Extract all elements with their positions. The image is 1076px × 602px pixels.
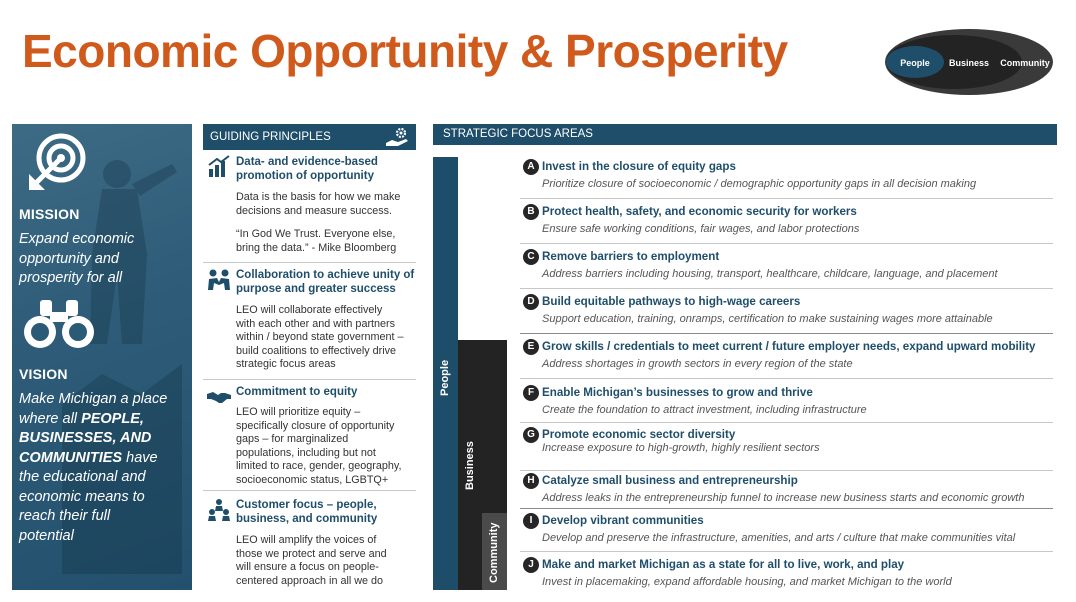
customer-group-icon xyxy=(207,498,231,522)
principle-customer-focus xyxy=(203,498,416,590)
focus-area-c xyxy=(520,248,1053,289)
focus-area-subtitle: Increase exposure to high-growth, highly resilient sectors xyxy=(542,442,820,454)
focus-area-h xyxy=(520,472,1053,509)
target-arrow-icon xyxy=(25,132,87,194)
binoculars-icon xyxy=(22,296,96,352)
principle-title: Collaboration to achieve unity of purpose and greater success xyxy=(236,269,415,295)
focus-area-subtitle: Address shortages in growth sectors in every region of the state xyxy=(542,358,853,370)
principle-data-evidence xyxy=(203,155,416,263)
principle-body: LEO will amplify the voices of those we protect and serve and will ensure a focus on people- centered approach in all we do xyxy=(236,534,387,587)
focus-area-title: Grow skills / credentials to meet current / future employer needs, expand upward mobility xyxy=(542,340,1036,353)
principle-equity xyxy=(203,385,416,491)
focus-area-a xyxy=(520,158,1053,199)
vision-text: Make Michigan a place where all PEOPLE, BUSINESSES, AND COMMUNITIES have the educational and economic means to reach their full potential xyxy=(19,391,168,544)
focus-area-subtitle: Prioritize closure of socioeconomic / demographic opportunity gaps in all decision making xyxy=(542,178,977,190)
focus-area-title: Develop vibrant communities xyxy=(542,514,704,527)
letter-badge: B xyxy=(523,204,539,220)
letter-badge: I xyxy=(523,513,539,529)
principle-body: LEO will collaborate effectively with each other and with partners within / beyond state government – build coalitions to effectively drive strategic focus areas xyxy=(236,304,404,371)
mission-heading: MISSION xyxy=(19,206,80,222)
venn-people-label: People xyxy=(900,58,930,68)
focus-area-g xyxy=(520,426,1053,471)
page-title: Economic Opportunity & Prosperity xyxy=(22,25,788,77)
focus-area-title: Build equitable pathways to high-wage careers xyxy=(542,295,801,308)
principle-title: Customer focus – people, business, and community xyxy=(236,499,378,525)
letter-badge: H xyxy=(523,473,539,489)
vision-heading: VISION xyxy=(19,366,68,382)
guiding-principles-header: GUIDING PRINCIPLES xyxy=(203,124,416,150)
venn-community-label: Community xyxy=(1000,58,1050,68)
focus-area-subtitle: Ensure safe working conditions, fair wages, and labor protections xyxy=(542,223,860,235)
strategic-focus-header: STRATEGIC FOCUS AREAS xyxy=(433,124,1057,145)
letter-badge: G xyxy=(523,427,539,443)
focus-area-title: Make and market Michigan as a state for all to live, work, and play xyxy=(542,558,905,571)
focus-area-subtitle: Create the foundation to attract investment, including infrastructure xyxy=(542,404,867,416)
focus-area-title: Enable Michigan’s businesses to grow and thrive xyxy=(542,386,813,399)
principle-title: Commitment to equity xyxy=(236,386,358,398)
principle-quote: “In God We Trust. Everyone else, bring the data.” - Mike Bloomberg xyxy=(236,228,397,254)
letter-badge: D xyxy=(523,294,539,310)
principle-body: Data is the basis for how we make decisions and measure success. xyxy=(236,191,401,217)
bar-chart-icon xyxy=(207,155,231,179)
two-people-icon xyxy=(207,268,231,292)
letter-badge: F xyxy=(523,385,539,401)
letter-badge: J xyxy=(523,557,539,573)
principle-body: LEO will prioritize equity – specifically closure of opportunity gaps – for marginalized populations, including but not limited to race, gender, geography, socioeconomic status, LGBTQ+ xyxy=(236,406,402,486)
focus-area-j xyxy=(520,556,1053,592)
community-bar-label: Community xyxy=(488,522,500,583)
mission-text: Expand economic opportunity and prosperity for all xyxy=(19,231,135,286)
people-business-community-diagram xyxy=(884,28,1054,96)
letter-badge: E xyxy=(523,339,539,355)
people-bar-label: People xyxy=(439,359,451,396)
hand-gear-icon xyxy=(384,126,410,148)
letter-badge: C xyxy=(523,249,539,265)
principle-collaboration xyxy=(203,268,416,380)
principle-title: Data- and evidence-based promotion of opportunity xyxy=(236,156,378,182)
focus-area-title: Catalyze small business and entrepreneurship xyxy=(542,474,798,487)
business-bar-label: Business xyxy=(464,441,476,490)
focus-area-subtitle: Address barriers including housing, transport, healthcare, childcare, language, and placement xyxy=(542,268,998,280)
handshake-icon xyxy=(207,385,231,409)
focus-area-title: Protect health, safety, and economic security for workers xyxy=(542,205,857,218)
focus-area-title: Promote economic sector diversity xyxy=(542,428,736,441)
focus-area-subtitle: Support education, training, onramps, certification to make sustaining wages more attainable xyxy=(542,313,993,325)
venn-business-label: Business xyxy=(948,58,990,68)
focus-area-b xyxy=(520,203,1053,244)
focus-area-d xyxy=(520,293,1053,334)
focus-area-subtitle: Develop and preserve the infrastructure, amenities, and arts / culture that make communities vital xyxy=(542,532,1016,544)
focus-area-title: Remove barriers to employment xyxy=(542,250,720,263)
letter-badge: A xyxy=(523,159,539,175)
focus-area-f xyxy=(520,384,1053,423)
focus-area-subtitle: Address leaks in the entrepreneurship funnel to increase new business starts and economic growth xyxy=(542,492,1025,504)
mission-vision-panel xyxy=(12,124,192,590)
focus-area-title: Invest in the closure of equity gaps xyxy=(542,160,736,173)
focus-area-i xyxy=(520,512,1053,552)
focus-area-e xyxy=(520,338,1053,379)
focus-area-subtitle: Invest in placemaking, expand affordable housing, and market Michigan to the world xyxy=(542,576,952,588)
